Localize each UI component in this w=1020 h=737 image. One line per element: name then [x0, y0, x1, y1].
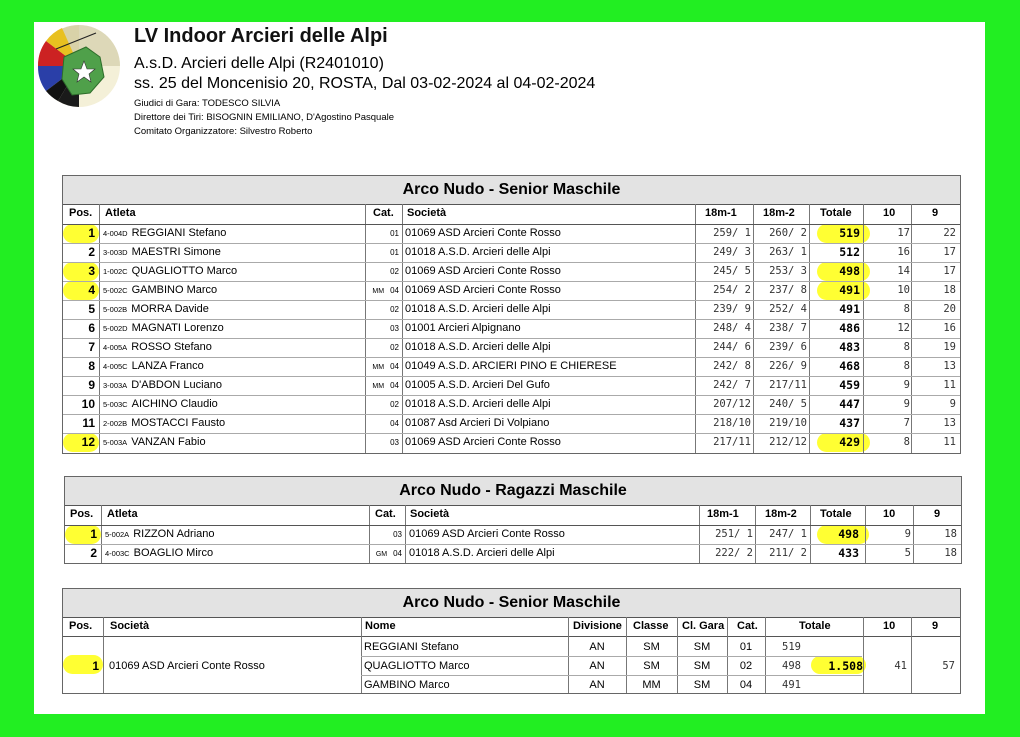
- row-cat: [367, 243, 402, 262]
- column-divider: [765, 617, 766, 693]
- athlete-code: 5-002D: [103, 324, 128, 333]
- member-division: AN: [589, 660, 605, 672]
- row-cat: [367, 395, 402, 414]
- row-round1: 242/ 8: [713, 360, 751, 372]
- row-athlete: [103, 319, 224, 338]
- row-10: 7: [903, 417, 910, 429]
- row-club: 01087 Asd Arcieri Di Volpiano: [405, 417, 550, 429]
- row-9: 20: [943, 303, 956, 315]
- row-9: 18: [944, 528, 957, 540]
- athlete-code: 3-003D: [103, 248, 128, 257]
- row-round2: 240/ 5: [769, 398, 807, 410]
- athlete-name: D'ABDON Luciano: [131, 379, 222, 391]
- row-athlete: [103, 300, 209, 319]
- row-cat: [367, 281, 402, 300]
- athlete-name: VANZAN Fabio: [131, 436, 206, 448]
- row-pos: 6: [88, 321, 95, 335]
- row-total: 459: [839, 378, 860, 392]
- athlete-code: 5-002C: [103, 286, 128, 295]
- column-divider: [810, 505, 811, 563]
- col-total: Totale: [820, 207, 852, 219]
- col-10: 10: [883, 620, 896, 632]
- column-divider: [626, 617, 627, 693]
- committee-line: Comitato Organizzatore: Silvestro Roberto: [134, 126, 313, 137]
- row-round1: 244/ 6: [713, 341, 751, 353]
- column-divider: [699, 505, 700, 563]
- row-round1: 245/ 5: [713, 265, 751, 277]
- athlete-code: 4-004D: [103, 229, 128, 238]
- row-club: 01018 A.S.D. Arcieri delle Alpi: [405, 246, 551, 258]
- athlete-code: 5-002A: [105, 530, 130, 539]
- category-value: 02: [390, 400, 399, 409]
- row-pos: 5: [88, 302, 95, 316]
- row-9: 11: [943, 436, 956, 448]
- row-pos: 12: [81, 435, 95, 449]
- row-cat: [367, 376, 402, 395]
- team-club: 01069 ASD Arcieri Conte Rosso: [109, 660, 265, 672]
- table-row: [65, 544, 961, 563]
- member-cat: 02: [739, 660, 753, 672]
- row-athlete: [103, 395, 218, 414]
- table-row: [63, 224, 960, 243]
- column-divider: [103, 617, 104, 693]
- senior-individual-table: [62, 175, 961, 454]
- row-cat: [367, 319, 402, 338]
- row-10: 8: [903, 360, 910, 372]
- row-total: 519: [839, 226, 860, 240]
- row-round1: 239/ 9: [713, 303, 751, 315]
- row-9: 19: [943, 341, 956, 353]
- athlete-name: GAMBINO Marco: [131, 284, 218, 296]
- row-round1: 254/ 2: [713, 284, 751, 296]
- row-total: 483: [839, 340, 860, 354]
- table-row: [63, 281, 960, 300]
- row-round1: 242/ 7: [713, 379, 751, 391]
- row-round2: 226/ 9: [769, 360, 807, 372]
- column-divider: [727, 617, 728, 693]
- team-table: [62, 588, 961, 694]
- row-athlete: [105, 525, 215, 544]
- row-total: 498: [838, 527, 859, 541]
- row-club: 01018 A.S.D. Arcieri delle Alpi: [405, 303, 551, 315]
- table-header-row: [63, 204, 960, 223]
- row-10: 16: [897, 246, 910, 258]
- team-pos: 1: [92, 659, 99, 673]
- row-club: 01069 ASD Arcieri Conte Rosso: [405, 227, 561, 239]
- judges-line: Giudici di Gara: TODESCO SILVIA: [134, 98, 281, 109]
- col-club: Società: [407, 207, 447, 219]
- row-pos: 11: [82, 416, 95, 430]
- athlete-name: MAGNATI Lorenzo: [131, 322, 224, 334]
- category-value: 04: [390, 286, 399, 295]
- col-round2: 18m-2: [765, 508, 797, 520]
- row-round2: 252/ 4: [769, 303, 807, 315]
- table-row: [63, 300, 960, 319]
- team-10: 41: [894, 660, 907, 672]
- row-10: 9: [903, 379, 910, 391]
- column-divider: [695, 204, 696, 453]
- col-pos: Pos.: [69, 207, 93, 219]
- team-total: 1.508: [828, 659, 863, 673]
- column-divider: [809, 204, 810, 453]
- row-total: 491: [839, 302, 860, 316]
- column-divider: [405, 505, 406, 563]
- row-round1: 248/ 4: [713, 322, 751, 334]
- row-9: 17: [943, 246, 956, 258]
- row-club: 01069 ASD Arcieri Conte Rosso: [405, 265, 561, 277]
- row-10: 5: [904, 547, 911, 559]
- row-round2: 260/ 2: [769, 227, 807, 239]
- table-title: Arco Nudo - Ragazzi Maschile: [65, 477, 961, 505]
- col-10: 10: [883, 508, 896, 520]
- row-10: 9: [903, 398, 910, 410]
- member-name: QUAGLIOTTO Marco: [364, 660, 470, 672]
- row-cat: [367, 433, 402, 452]
- col-9: 9: [934, 508, 941, 520]
- category-value: 04: [390, 381, 399, 390]
- col-class: Classe: [633, 620, 669, 632]
- table-row: [63, 376, 960, 395]
- category-value: 03: [390, 324, 399, 333]
- col-round1: 18m-1: [707, 508, 739, 520]
- event-title: LV Indoor Arcieri delle Alpi: [134, 25, 388, 47]
- row-club: 01069 ASD Arcieri Conte Rosso: [409, 528, 565, 540]
- col-athlete: Atleta: [107, 508, 138, 520]
- ragazzi-individual-table: [64, 476, 962, 564]
- organizer-line: A.s.D. Arcieri delle Alpi (R2401010): [134, 55, 384, 72]
- athlete-name: RIZZON Adriano: [133, 528, 215, 540]
- col-comp-class: Cl. Gara: [682, 620, 725, 632]
- row-club: 01049 A.S.D. ARCIERI PINO E CHIERESE: [405, 360, 617, 372]
- row-10: 8: [903, 303, 910, 315]
- member-cat: 04: [739, 679, 753, 691]
- column-divider: [677, 617, 678, 693]
- row-9: 18: [944, 547, 957, 559]
- column-divider: [753, 204, 754, 453]
- col-pos: Pos.: [70, 508, 94, 520]
- table-row: [65, 525, 961, 544]
- row-total: 491: [839, 283, 860, 297]
- row-10: 10: [897, 284, 910, 296]
- row-cat: [369, 544, 405, 563]
- row-10: 8: [903, 436, 910, 448]
- row-athlete: [103, 243, 221, 262]
- row-club: 01069 ASD Arcieri Conte Rosso: [405, 436, 561, 448]
- col-round2: 18m-2: [763, 207, 795, 219]
- row-total: 429: [839, 435, 860, 449]
- athlete-name: LANZA Franco: [131, 360, 204, 372]
- row-round2: 247/ 1: [769, 528, 807, 540]
- row-cat: [367, 338, 402, 357]
- team-member-row: [63, 638, 960, 657]
- row-round1: 217/11: [713, 436, 751, 448]
- row-9: 13: [943, 417, 956, 429]
- team-9: 57: [942, 660, 955, 672]
- category-value: 04: [390, 362, 399, 371]
- athlete-code: 4-005C: [103, 362, 128, 371]
- column-divider: [911, 617, 912, 693]
- age-qualifier: MM: [372, 288, 385, 295]
- row-club: 01001 Arcieri Alpignano: [405, 322, 521, 334]
- column-divider: [365, 204, 366, 453]
- row-round1: 218/10: [713, 417, 751, 429]
- row-athlete: [103, 338, 212, 357]
- row-round1: 259/ 1: [713, 227, 751, 239]
- member-class: SM: [643, 660, 660, 672]
- category-value: 03: [393, 530, 402, 539]
- row-9: 22: [943, 227, 956, 239]
- col-athlete: Atleta: [105, 207, 136, 219]
- athlete-code: 5-003C: [103, 400, 128, 409]
- member-class: SM: [643, 641, 660, 653]
- row-club: 01018 A.S.D. Arcieri delle Alpi: [405, 341, 551, 353]
- table-row: [63, 395, 960, 414]
- table-title: Arco Nudo - Senior Maschile: [63, 589, 960, 617]
- column-divider: [863, 617, 864, 693]
- table-header-row: [65, 505, 961, 524]
- category-value: 04: [393, 549, 402, 558]
- row-total: 433: [838, 546, 859, 560]
- athlete-name: MOSTACCI Fausto: [131, 417, 226, 429]
- row-10: 12: [897, 322, 910, 334]
- row-total: 447: [839, 397, 860, 411]
- row-10: 14: [897, 265, 910, 277]
- row-10: 9: [904, 528, 911, 540]
- athlete-name: ROSSO Stefano: [131, 341, 212, 353]
- age-qualifier: GM: [375, 551, 388, 558]
- athlete-name: QUAGLIOTTO Marco: [131, 265, 238, 277]
- member-score: 498: [782, 660, 801, 672]
- table-row: [63, 243, 960, 262]
- member-score: 519: [782, 641, 801, 653]
- row-round2: 219/10: [769, 417, 807, 429]
- athlete-name: AICHINO Claudio: [131, 398, 218, 410]
- row-athlete: [103, 262, 237, 281]
- row-9: 17: [943, 265, 956, 277]
- member-class: MM: [642, 679, 661, 691]
- row-round2: 217/11: [769, 379, 807, 391]
- member-cat: 01: [739, 641, 753, 653]
- member-comp-class: SM: [693, 679, 711, 691]
- row-cat: [367, 357, 402, 376]
- row-athlete: [103, 376, 222, 395]
- row-athlete: [105, 544, 213, 563]
- col-10: 10: [883, 207, 896, 219]
- category-value: 04: [390, 419, 399, 428]
- row-9: 16: [943, 322, 956, 334]
- column-divider: [402, 204, 403, 453]
- row-cat: [369, 525, 405, 544]
- col-9: 9: [932, 620, 939, 632]
- team-member-row: [63, 657, 960, 676]
- row-total: 498: [839, 264, 860, 278]
- member-division: AN: [589, 641, 605, 653]
- row-round1: 207/12: [713, 398, 751, 410]
- member-name: GAMBINO Marco: [364, 679, 450, 691]
- row-club: 01005 A.S.D. Arcieri Del Gufo: [405, 379, 550, 391]
- category-value: 01: [390, 248, 399, 257]
- col-club: Società: [410, 508, 450, 520]
- column-divider: [911, 204, 912, 453]
- row-pos: 1: [88, 226, 95, 240]
- row-pos: 3: [88, 264, 95, 278]
- column-divider: [361, 617, 362, 693]
- athlete-code: 1-002C: [103, 267, 128, 276]
- column-divider: [913, 505, 914, 563]
- row-total: 486: [839, 321, 860, 335]
- row-pos: 2: [90, 546, 97, 560]
- athlete-name: BOAGLIO Mirco: [133, 547, 214, 559]
- row-9: 13: [943, 360, 956, 372]
- table-header-row: [63, 617, 960, 636]
- club-logo: [34, 19, 121, 109]
- athlete-code: 5-002B: [103, 305, 128, 314]
- row-9: 18: [943, 284, 956, 296]
- row-round2: 253/ 3: [769, 265, 807, 277]
- row-10: 8: [903, 341, 910, 353]
- row-pos: 7: [88, 340, 95, 354]
- col-9: 9: [932, 207, 939, 219]
- row-9: 9: [949, 398, 956, 410]
- category-value: 02: [390, 267, 399, 276]
- row-cat: [367, 224, 402, 243]
- row-pos: 10: [81, 397, 95, 411]
- athlete-name: MAESTRI Simone: [131, 246, 221, 258]
- row-round1: 222/ 2: [715, 547, 753, 559]
- row-club: 01018 A.S.D. Arcieri delle Alpi: [405, 398, 551, 410]
- athlete-code: 4-005A: [103, 343, 128, 352]
- col-round1: 18m-1: [705, 207, 737, 219]
- row-athlete: [103, 224, 226, 243]
- table-row: [63, 433, 960, 452]
- row-round2: 239/ 6: [769, 341, 807, 353]
- column-divider: [568, 617, 569, 693]
- table-row: [63, 338, 960, 357]
- row-10: 17: [897, 227, 910, 239]
- table-row: [63, 414, 960, 433]
- athlete-name: MORRA Davide: [131, 303, 209, 315]
- table-row: [63, 319, 960, 338]
- row-9: 11: [943, 379, 956, 391]
- age-qualifier: MM: [372, 383, 385, 390]
- col-total: Totale: [820, 508, 852, 520]
- row-athlete: [103, 281, 217, 300]
- row-round1: 249/ 3: [713, 246, 751, 258]
- location-dates-line: ss. 25 del Moncenisio 20, ROSTA, Dal 03-02-2024 al 04-02-2024: [134, 75, 596, 92]
- row-cat: [367, 262, 402, 281]
- col-cat: Cat.: [375, 508, 396, 520]
- row-pos: 4: [88, 283, 95, 297]
- row-club: 01018 A.S.D. Arcieri delle Alpi: [409, 547, 555, 559]
- col-club: Società: [110, 620, 150, 632]
- row-athlete: [103, 357, 204, 376]
- column-divider: [755, 505, 756, 563]
- age-qualifier: MM: [372, 364, 385, 371]
- row-athlete: [103, 433, 206, 452]
- column-divider: [369, 505, 370, 563]
- athlete-code: 5-003A: [103, 438, 128, 447]
- row-round1: 251/ 1: [715, 528, 753, 540]
- athlete-code: 2-002B: [103, 419, 128, 428]
- row-cat: [367, 414, 402, 433]
- col-division: Divisione: [573, 620, 622, 632]
- athlete-name: REGGIANI Stefano: [131, 227, 227, 239]
- row-total: 512: [839, 245, 860, 259]
- member-division: AN: [589, 679, 605, 691]
- category-value: 02: [390, 343, 399, 352]
- row-round2: 238/ 7: [769, 322, 807, 334]
- team-member-row: [63, 676, 960, 695]
- row-pos: 1: [90, 527, 97, 541]
- table-title: Arco Nudo - Senior Maschile: [63, 176, 960, 204]
- column-divider: [99, 204, 100, 453]
- col-name: Nome: [365, 620, 396, 632]
- category-value: 02: [390, 305, 399, 314]
- col-pos: Pos.: [69, 620, 93, 632]
- athlete-code: 4-003C: [105, 549, 130, 558]
- director-line: Direttore dei Tiri: BISOGNIN EMILIANO, D'Agostino Pasquale: [134, 112, 394, 123]
- row-total: 468: [839, 359, 860, 373]
- row-cat: [367, 300, 402, 319]
- column-divider: [863, 204, 864, 453]
- member-comp-class: SM: [693, 660, 711, 672]
- member-comp-class: SM: [693, 641, 711, 653]
- member-name: REGGIANI Stefano: [364, 641, 459, 653]
- column-divider: [101, 505, 102, 563]
- col-cat: Cat.: [737, 620, 758, 632]
- row-pos: 8: [88, 359, 95, 373]
- category-value: 01: [390, 229, 399, 238]
- table-row: [63, 262, 960, 281]
- category-value: 03: [390, 438, 399, 447]
- row-round2: 212/12: [769, 436, 807, 448]
- athlete-code: 3-003A: [103, 381, 128, 390]
- row-total: 437: [839, 416, 860, 430]
- row-pos: 9: [88, 378, 95, 392]
- column-divider: [865, 505, 866, 563]
- member-score: 491: [782, 679, 801, 691]
- col-total: Totale: [799, 620, 831, 632]
- row-club: 01069 ASD Arcieri Conte Rosso: [405, 284, 561, 296]
- row-round2: 237/ 8: [769, 284, 807, 296]
- row-athlete: [103, 414, 225, 433]
- col-cat: Cat.: [373, 207, 394, 219]
- row-round2: 211/ 2: [769, 547, 807, 559]
- row-pos: 2: [88, 245, 95, 259]
- row-round2: 263/ 1: [769, 246, 807, 258]
- table-row: [63, 357, 960, 376]
